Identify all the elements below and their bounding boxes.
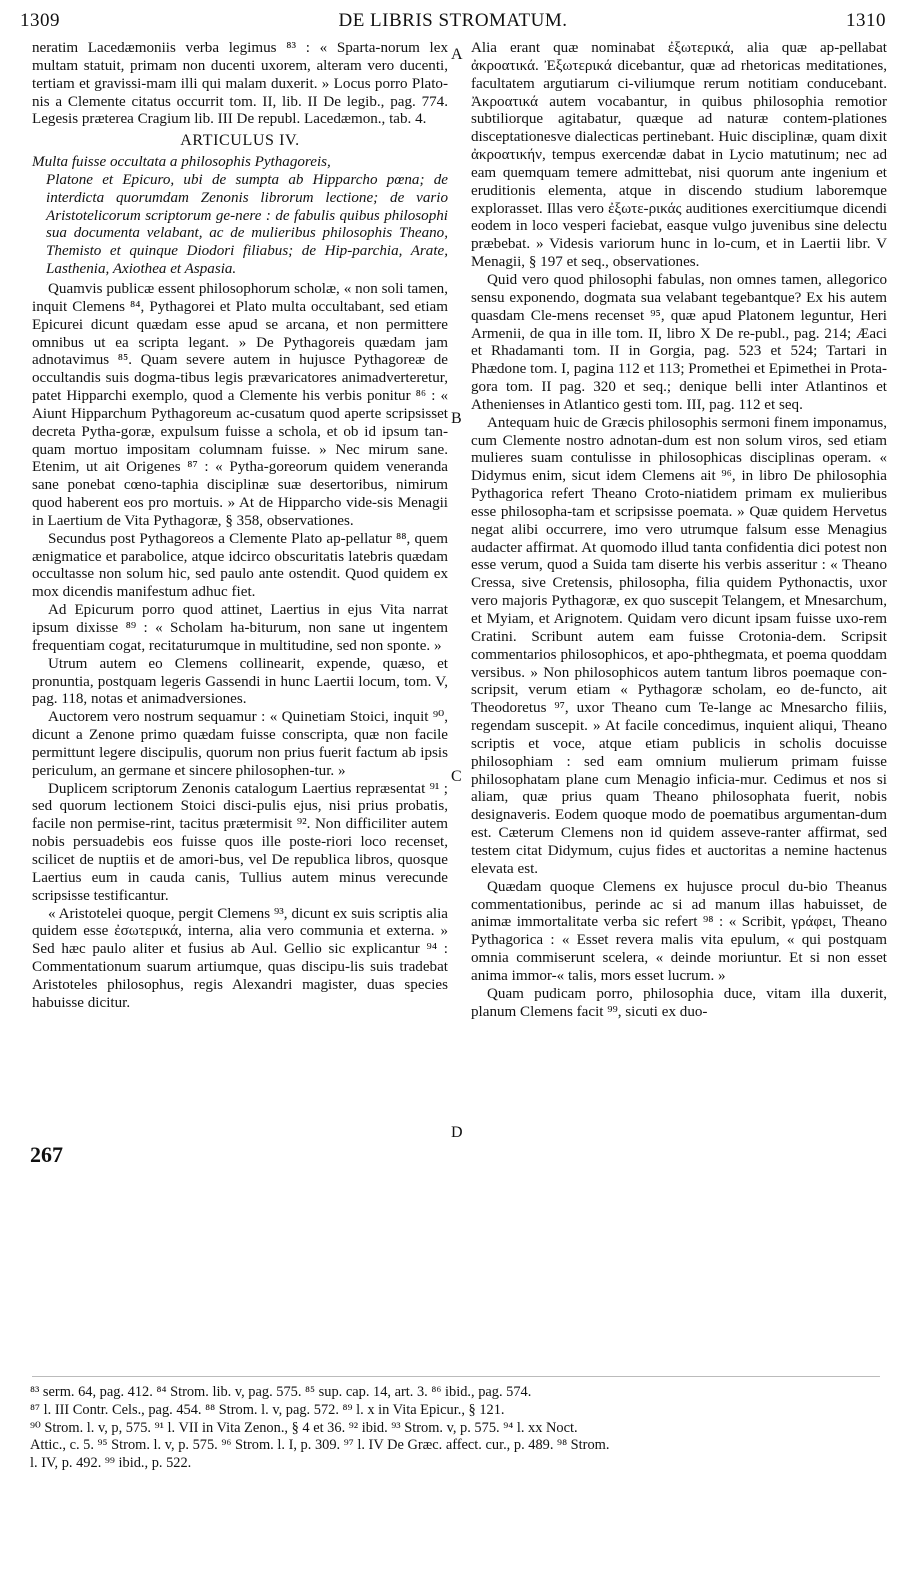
left-column (32, 40, 448, 1013)
article-heading: ARTICULUS IV. (180, 132, 300, 150)
paragraph: Quid vero quod philosophi fabulas, non omnes tamen, allegorico sensu exponendo, dogmata sua velabant tegebantque? Ex his autem quasdam Cle-mens recenset ⁹⁵, quæ apud Platonem leguntur, Heri Armenii, de qua in ille tom. II, libro X De re-publ., pag. 214; Æaci et Rhadamanti tom. II in Gorgia, pag. 523 et 524; Tartari in Phædone tom. I, pagina 112 et 113; Promethei et Epimethei in Prota-gora tom. II pag. 320 et seq.; denique belli inter Atlantinos et Athenienses in Atlantico gesti tom. III, pag. 112 et seq. (471, 271, 887, 413)
paragraph: Antequam huic de Græcis philosophis sermoni finem imponamus, cum Clemente nostro adnotan-dum est non solum viros, sed etiam mulieres suam contulisse in philosophicas disciplinas operam. « Didymus enim, sicut idem Clemens ait ⁹⁶, in libro De philosophia Pythagorica refert Theano Croto-niatidem primam ex mulieribus esse philosopha-tam et scripsisse poemata. » Quæ quidem Hervetus negat alibi occurrere, imo vero utrumque falsum esse Menagius audacter affirmat. At quomodo illud tanta confidentia dici potest non esse verum, quod a Suida tam diserte his verbis asseritur : « Theano Cressa, sive Cretensis, philosopha, filia quidem Pythonactis, uxor vero majoris Pythagoræ, ex quo suscepit Telangem, et Mnesarchum, et Myiam, et Arignotem. Quidam vero dicunt ipsam fuisse uxo-rem Cratini. Scribunt autem eam fuisse Crotonia-dem. Scripsit commentarios philosophicos, et apo-phthegmata, et poema quoddam versibus. » Non philosophicos autem tantum libros poemaque con-scripsit, verum etiam « Pythagoræ scholam, eo de-functo, ait Theodoretus ⁹⁷, uxor Theano cum Te-lange ac Mnesarcho filiis, regendam suscepit. » At facile concedimus, inquient aliqui, Theano scriptis et voce, atque etiam publicis in scholis docuisse philosophiam : sed eam omnium mulierum primam fuisse philosophatam plane cum Menagio inficia-mur. Cedimus et nos si aliam, quæ prius quam Theano philosophata fuerit, nobis designaveris. Eodem quoque modo de poematibus argumentan-dum est. Cæterum Clemens non id quidem asseve-ranter affirmat, sed testem citat Didymum, cujus fides et auctoritas a nemine hactenus elevata est. (471, 414, 887, 877)
margin-letter-c: C (451, 768, 462, 785)
article-summary (32, 154, 448, 279)
footnote-line: ⁹⁰ Strom. l. v, p, 575. ⁹¹ l. VII in Vita Zenon., § 4 et 36. ⁹² ibid. ⁹³ Strom. v, p. 575. ⁹⁴ l. xx Noct. (30, 1419, 578, 1436)
page-number-left: 1309 (20, 10, 60, 31)
paragraph: Quamvis publicæ essent philosophorum scholæ, « non soli tamen, inquit Clemens ⁸⁴, Pythagorei et Plato multa occultabant, sed etiam Epicurei dicunt quædam esse apud se arcana, et non permittere omnibus ut ea scripta legant. » De Pythagoreis quædam jam adnotavimus ⁸⁵. Quam severe autem in hujusce Pythagoreæ de occultandis suis dogma-tibus legis prævaricatores animadverteretur, patet Hipparchi exemplo, quod a Clemente his verbis ponitur ⁸⁶ : « Aiunt Hipparchum Pythagoreum ac-cusatum quod aperte scripsisset decreta Pytha-goræ, expulsum fuisse a schola, et ob id ipsum tan-quam mortuo impositam columnam fuisse. » Nec mirum sane. Etenim, ut ait Origenes ⁸⁷ : « Pytha-goreorum quidem veneranda sane ponebat cœno-taphia disciplinæ suæ desertoribus, nimirum quod haberent eos pro mortuis. » At de Hipparcho vide-sis Menagii in Laertium de Vita Pythagoræ, § 358, observationes. (32, 280, 448, 529)
margin-letter-d: D (451, 1124, 463, 1141)
footnote-divider (32, 1376, 880, 1377)
running-header (20, 10, 886, 36)
paragraph: Quædam quoque Clemens ex hujusce procul du-bio Theanus commentationibus, perinde ac si ad manum illas habuisset, de animæ immortalitate verba sic refert ⁹⁸ : « Scribit, γράφει, Theano Pythagorica : « Esset revera malis vita epulum, « qui postquam omnia commiserunt scelera, « deinde moriuntur. Et si non esset anima immor-« talis, mors esset lucrum. » (471, 878, 887, 984)
footnote-line: ⁸³ serm. 64, pag. 412. ⁸⁴ Strom. lib. v, pag. 575. ⁸⁵ sup. cap. 14, art. 3. ⁸⁶ ibid., pag. 574. (30, 1384, 532, 1400)
paragraph: Quam pudicam porro, philosophia duce, vitam illa duxerit, planum Clemens facit ⁹⁹, sicuti ex duo- (471, 985, 887, 1020)
margin-letter-a: A (451, 46, 463, 63)
article-summary-first-line: Multa fuisse occultata a philosophis Pythagoreis, (32, 154, 331, 171)
paragraph: Secundus post Pythagoreos a Clemente Plato ap-pellatur ⁸⁸, quem ænigmatice et parabolice, atque idcirco obscuritatis latebris quædam occultasse non solum hic, sed paulo ante ostendit. Quod quidem ex mox dicendis manifestum adhuc fiet. (32, 530, 448, 601)
footnote-line: ⁸⁷ l. III Contr. Cels., pag. 454. ⁸⁸ Strom. l. v, pag. 572. ⁸⁹ l. x in Vita Epicur., § 121. (30, 1401, 505, 1418)
margin-letter-b: B (451, 410, 462, 427)
running-title: DE LIBRIS STROMATUM. (338, 10, 568, 31)
paragraph: Auctorem vero nostrum sequamur : « Quinetiam Stoici, inquit ⁹⁰, dicunt a Zenone primo quædam fuisse conscripta, quæ non facile permittunt legere discipulis, quorum non prius fuerit factum ab ipsis periculum, an germane et sincere philosophen-tur. » (32, 709, 448, 779)
paragraph: neratim Lacedæmoniis verba legimus ⁸³ : « Sparta-norum lex multam statuit, primam non ducenti uxorem, alteram vero ducenti, tertiam et gravissi-mam illi qui malam duxerit. » Locus porro Plato-nis a Clemente citatus occurrit tom. II, lib. II De legib., pag. 774. Legesis præterea Cragium lib. III De republ. Lacedæmon., tab. 4. (32, 40, 448, 128)
footnote-line: l. IV, p. 492. ⁹⁹ ibid., p. 522. (30, 1455, 192, 1472)
footnote-line: Attic., c. 5. ⁹⁵ Strom. l. v, p. 575. ⁹⁶ Strom. l. I, p. 309. ⁹⁷ l. IV De Græc. affect. cur., p. 489. ⁹⁸ Strom. (30, 1437, 610, 1454)
page-number-right: 1310 (846, 10, 886, 31)
margin-column-number: 267 (30, 1142, 63, 1167)
paragraph: Duplicem scriptorum Zenonis catalogum Laertius repræsentat ⁹¹ ; sed quorum lectionem Stoici disci-pulis ejus, nisi prius probatis, facile non permise-rint, tacitus prætermisit ⁹². Non difficiliter autem nobis persuadebis eos fuisse quos ille poste-riori loco recenset, scilicet de nuptiis et de amori-bus, vel De republica libros, quosque Laertius eum in cauda canis, Tullius autem minus verecunde scripsisse testificantur. (32, 780, 448, 904)
article-summary-rest: Platone et Epicuro, ubi de sumpta ab Hipparcho pœna; de interdicta quorumdam Zenonis librorum lectione; de vario Aristotelicorum scriptorum ge-nere : de fabulis quibus philosophi sua documenta velabant, ac de mulieribus philosophis Theano, Themisto et quinque Diodori filiabus; de Hip-parchia, Arate, Lasthenia, Axiothea et Aspasia. (46, 171, 448, 278)
footnotes (30, 1384, 886, 1473)
paragraph: Ad Epicurum porro quod attinet, Laertius in ejus Vita narrat ipsum dixisse ⁸⁹ : « Scholam ha-biturum, non sane ut ingentem frequentiam cogat, recitaturumque in multitudine, sed non sponte. » (32, 602, 448, 654)
paragraph: Alia erant quæ nominabat ἐξωτερικά, alia quæ ap-pellabat ἀκροατικά. Ἐξωτερικά dicebantur, quæ ad rhetoricas meditationes, facultatem argutiarum ci-viliumque rerum notitiam conducebant. Ἀκροατικά autem vocabantur, in quibus philosophia remotior subtiliorque agitabatur, quæque ad naturæ contem-plationes disceptationesve dialecticas pertinebant. Huic disciplinæ, quam dixit ἀκροατικήν, tempus exercendæ dabat in Lycio matutinum; nec ad eam quemquam temere admittebat, nisi quorum ante ingenium et eruditionis elementa, atque in discendo studium laboremque explorasset. Illas vero ἐξωτε-ρικάς auditiones exercitiumque dicendi eodem in loco vesperi faciebat, easque vulgo juvenibus sine delectu præbebat. » Videsis variorum hunc in lo-cum, et in Laertii libr. V Menagii, § 197 et seq., observationes. (471, 40, 887, 271)
right-column (471, 40, 887, 1021)
paragraph: « Aristotelei quoque, pergit Clemens ⁹³, dicunt ex suis scriptis alia quidem esse ἐσωτερικά, interna, alia vero communia et externa. » Sed hæc paulo aliter et fusius ab Aul. Gellio sic explicantur ⁹⁴ : Commentationum suarum artiumque, quas discipu-lis suis tradebat Aristoteles philosophus, regis Alexandri magister, duas species habuisse dicitur. (32, 905, 448, 1011)
paragraph: Utrum autem eo Clemens collinearit, expende, quæso, et pronuntia, postquam legeris Gassendi in hunc Laertii locum, tom. V, pag. 118, notas et animadversiones. (32, 655, 448, 708)
